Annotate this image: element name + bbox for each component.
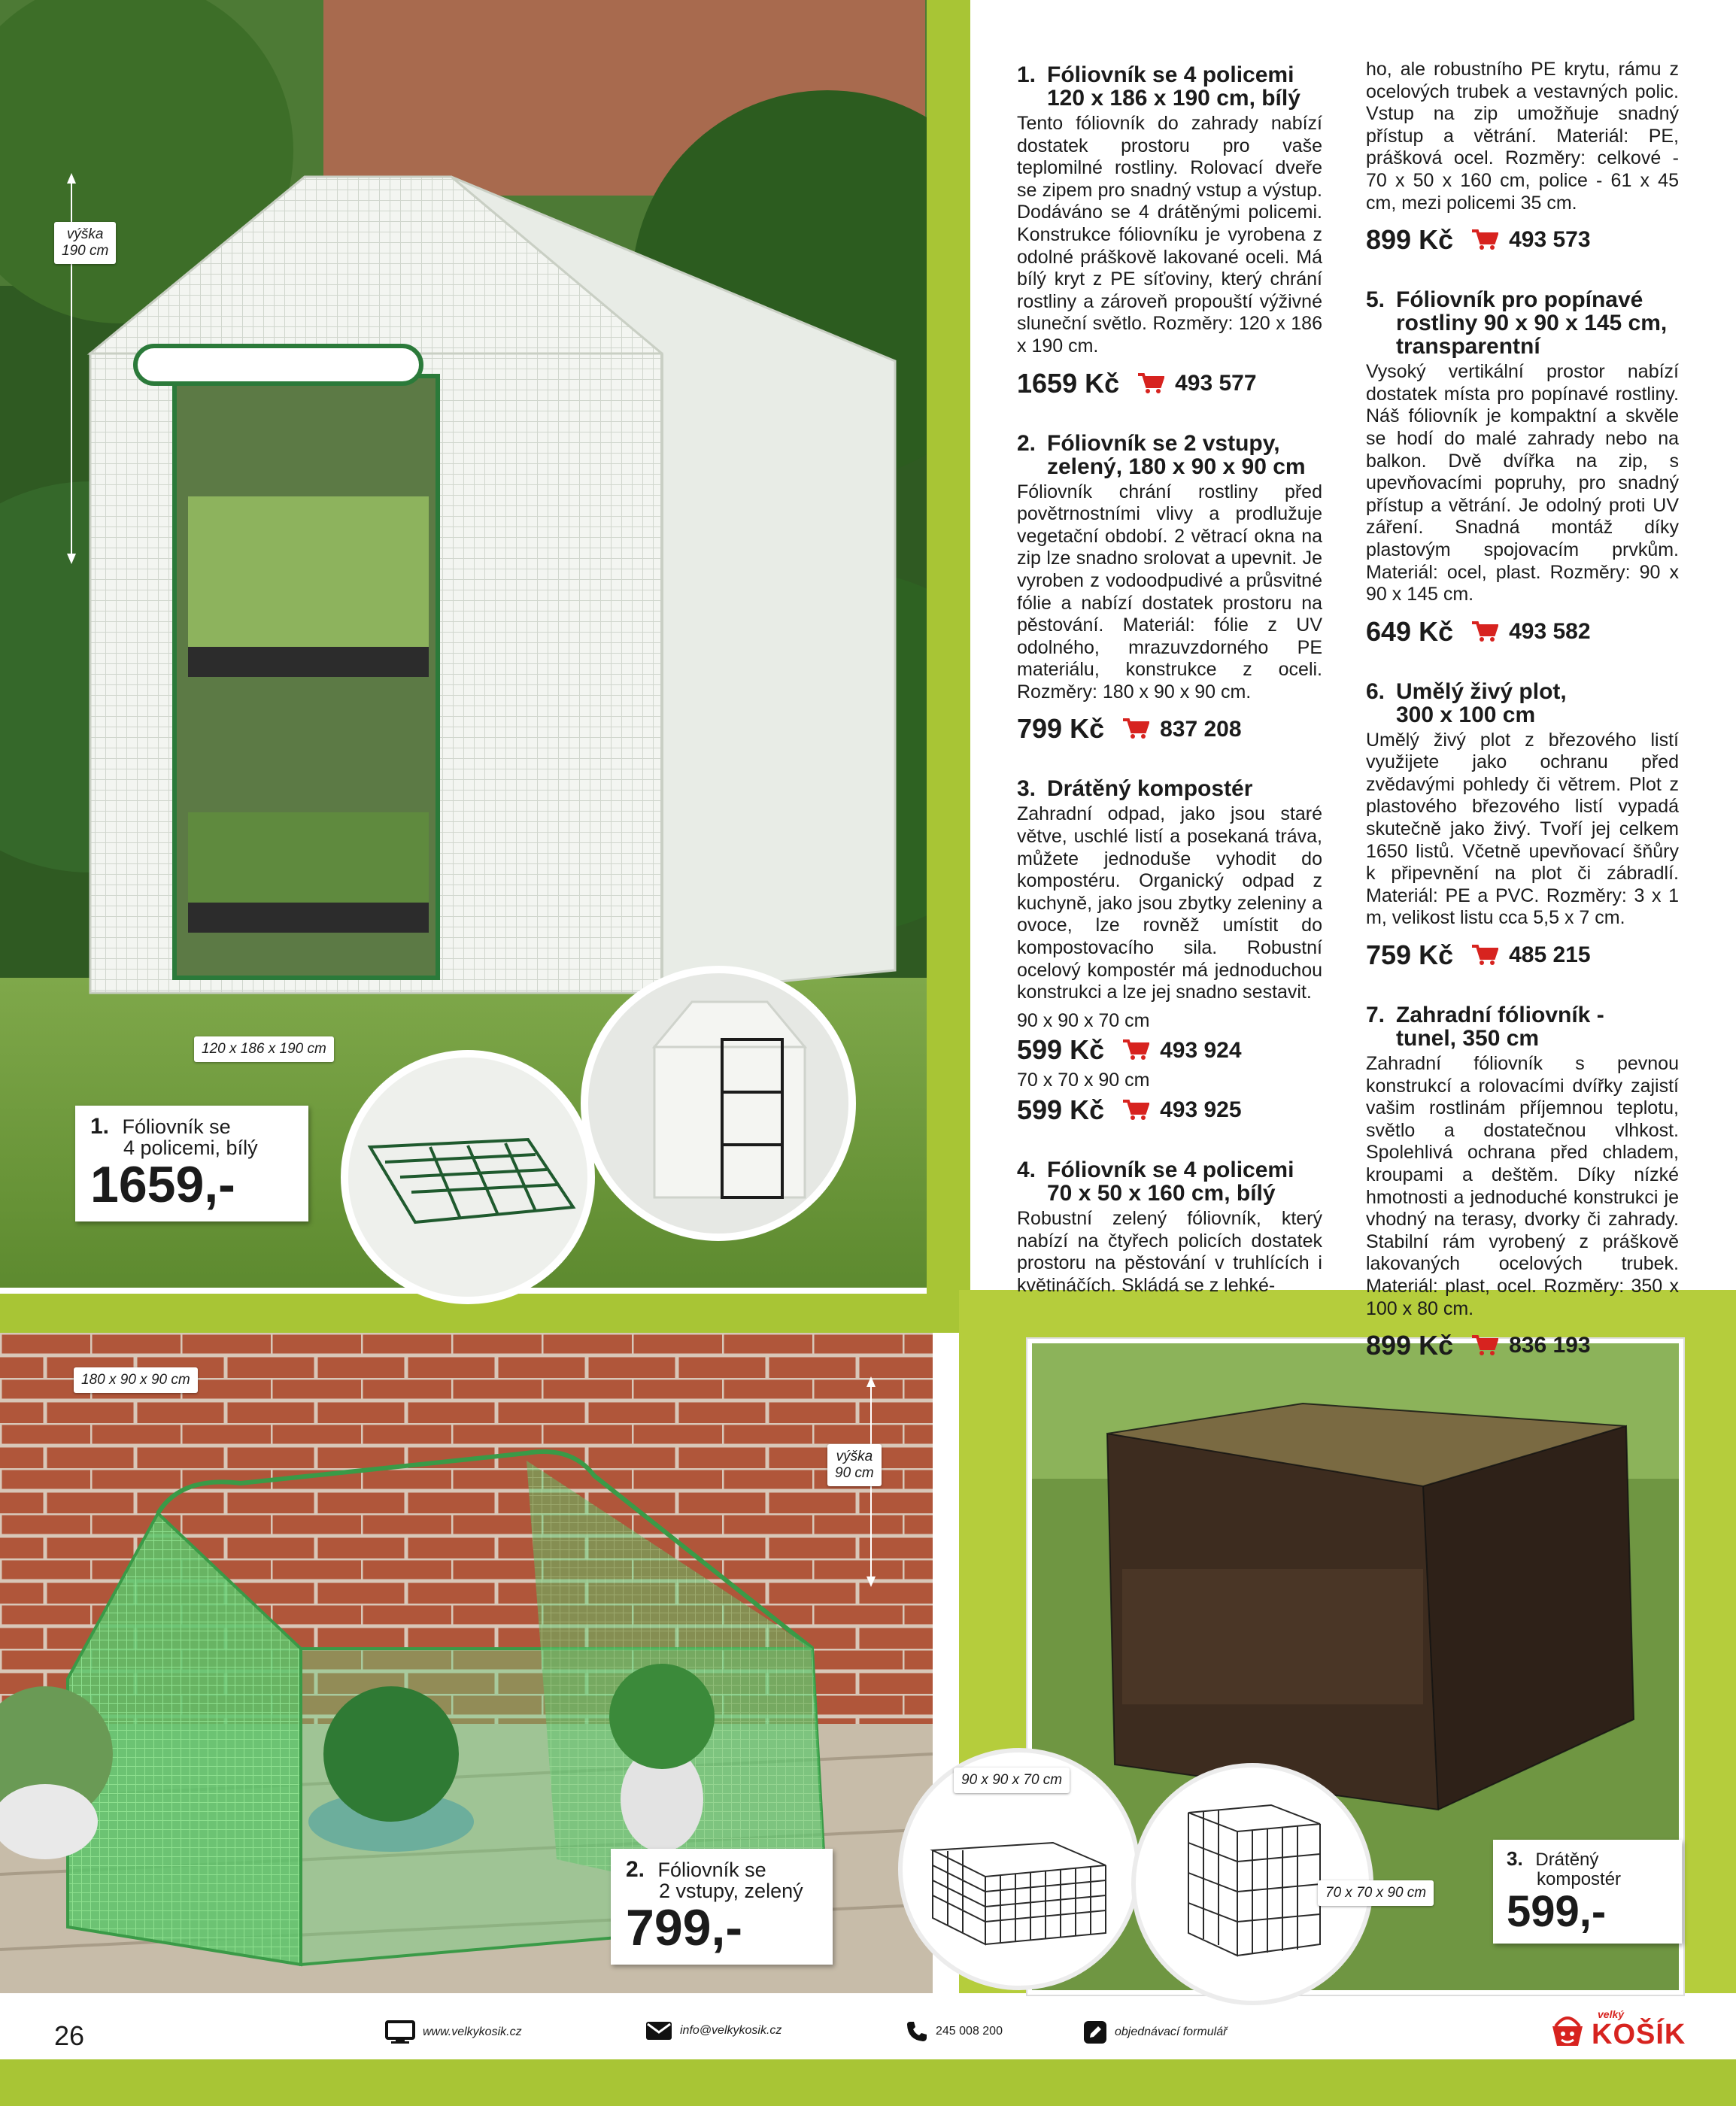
- price-tag-price: 599,-: [1507, 1887, 1607, 1936]
- footer-order-form[interactable]: [1083, 2020, 1227, 2044]
- price-row: [1366, 940, 1679, 970]
- product-entry-2: [1017, 432, 1322, 745]
- cart-icon[interactable]: [1471, 1335, 1498, 1356]
- product-price: 899 Kč: [1366, 224, 1454, 256]
- product-number: 6.: [1366, 678, 1385, 704]
- price-row: [1017, 1095, 1322, 1125]
- height-label-value: 90 cm: [835, 1465, 874, 1481]
- price-row: [1366, 225, 1679, 255]
- product-description: ho, ale robustního PE krytu, rámu z ocelových trubek a vestavných polic. Vstup na zip umožňuje snadný přístup a větrání. Materiál: PE, prášková ocel. Rozměry: celkové - 70 x 50 x 160 cm, police - 61 x 45 cm, mezi policemi 35 cm.: [1366, 59, 1679, 214]
- dims-label-2: 180 x 90 x 90 cm: [74, 1367, 198, 1393]
- price-tag-number: 2.: [626, 1857, 645, 1882]
- variant-size: 70 x 70 x 90 cm: [1017, 1070, 1150, 1091]
- product-code: 493 924: [1160, 1037, 1242, 1063]
- product-entry-6: [1366, 680, 1679, 970]
- cart-icon[interactable]: [1137, 373, 1164, 394]
- height-label-word: výška: [836, 1449, 873, 1464]
- footer-website-text: www.velkykosik.cz: [423, 2026, 522, 2038]
- price-row: [1017, 1035, 1322, 1065]
- monitor-icon: [385, 2020, 415, 2044]
- height-label-word: výška: [66, 226, 104, 242]
- product-title-line1: Fóliovník se 4 policemi: [1047, 1158, 1294, 1182]
- product-number: 1.: [1017, 62, 1036, 87]
- price-tag-price: 1659,-: [90, 1156, 235, 1213]
- product-description: Zahradní odpad, jako jsou staré větve, uschlé listí a posekaná tráva, můžete jednoduše vyhodit do kompostéru. Organický odpad z kuchyně, jako jsou zbytky zeleniny a ovoce, lze rovněž umístit do kompostovacího sila. Robustní ocelový kompostér má jednoduchou konstrukci a lze jej snadno sestavit.: [1017, 803, 1322, 1003]
- product-price: 599 Kč: [1017, 1034, 1105, 1066]
- product-price: 799 Kč: [1017, 713, 1105, 745]
- product-title-line2: rostliny 90 x 90 x 145 cm, transparentní: [1396, 311, 1668, 360]
- product-description: Vysoký vertikální prostor nabízí dostatek místa pro popínavé rostliny. Náš fóliovník je kompaktní a skvěle se hodí do malé zahrady nebo na balkon. Dvě dvířka na zip, s upevňovacími popruhy, pro snadný přístup a větrání. Je odolný proti UV záření. Snadná montáž díky plastovým spojovacím prvkům. Materiál: ocel, plast. Rozměry: 90 x 90 x 145 cm.: [1366, 361, 1679, 605]
- price-tag-name-line1: Fóliovník se: [122, 1115, 231, 1138]
- price-row: [1366, 1331, 1679, 1361]
- price-row: [1017, 369, 1322, 399]
- product-code: 493 577: [1175, 370, 1257, 396]
- dims-label-1: 120 x 186 x 190 cm: [194, 1036, 334, 1062]
- variant-size: 90 x 90 x 70 cm: [1017, 1009, 1150, 1031]
- product-title-line1: Fóliovník pro popínavé: [1396, 287, 1643, 313]
- price-tag-number: 3.: [1507, 1847, 1523, 1870]
- envelope-icon: [645, 2020, 672, 2041]
- footer-phone-text: 245 008 200: [936, 2025, 1003, 2038]
- product-title-line2: 300 x 100 cm: [1396, 702, 1536, 727]
- product-price: 649 Kč: [1366, 615, 1454, 647]
- product-title-line2: tunel, 350 cm: [1396, 1026, 1540, 1051]
- price-tag-1: [75, 1106, 308, 1221]
- height-label-value: 190 cm: [62, 243, 109, 259]
- product-entry-5: [1366, 288, 1679, 647]
- product-number: 2.: [1017, 430, 1036, 456]
- product-title-line1: Drátěný kompostér: [1047, 776, 1253, 802]
- price-tag-name-line2: 4 policemi, bílý: [123, 1136, 258, 1159]
- product-entry-3: [1017, 777, 1322, 1125]
- product-price: 1659 Kč: [1017, 367, 1120, 399]
- height-label-1: [54, 222, 116, 264]
- product-title: [1366, 1003, 1679, 1050]
- product-title: [1017, 1158, 1322, 1205]
- product-title-line1: Umělý živý plot,: [1396, 678, 1567, 704]
- product-description: Zahradní fóliovník s pevnou konstrukcí a rolovacími dvířky zajistí vašim rostlinám příjemnou teplotu, světlo a dostatečnou vlhkost. Spolehlivá ochrana před chladem, kroupami a deštěm. Díky nízké hmotnosti a jednoduché konstrukci je vhodný na terasy, dvorky či zahrady. Stabilní rám vyrobený z práškově lakovaných ocelových trubek. Materiál: plast, ocel. Rozměry: 350 x 100 x 80 cm.: [1366, 1053, 1679, 1319]
- price-tag-3: [1493, 1840, 1682, 1944]
- footer-phone[interactable]: [906, 2020, 1003, 2043]
- dims-label-3a: 90 x 90 x 70 cm: [954, 1768, 1070, 1793]
- product-title-line2: 120 x 186 x 190 cm, bílý: [1047, 86, 1300, 111]
- height-label-2: [827, 1444, 882, 1486]
- green-divider-vertical: [927, 0, 970, 1294]
- product-description: Tento fóliovník do zahrady nabízí dostatek prostoru pro vaše teplomilné rostliny. Rolovací dveře se zipem pro snadný vstup a výstup. Dodáváno se 4 drátěnými policemi. Konstrukce fóliovníku je vyrobena z odolné práškově lakované oceli. Má bílý kryt z PE síťoviny, který chrání rostliny a zároveň propouští výživné sluneční světlo. Rozměry: 120 x 186 x 190 cm.: [1017, 113, 1322, 357]
- product-number: 4.: [1017, 1158, 1036, 1182]
- product-description: Robustní zelený fóliovník, který nabízí na čtyřech policích dostatek prostoru na pěstování v truhlících i květináčích. Skládá se z lehké-: [1017, 1208, 1322, 1296]
- product-code: 493 573: [1509, 227, 1591, 253]
- product-price: 899 Kč: [1366, 1330, 1454, 1361]
- product-entry-4-continued: [1366, 59, 1679, 255]
- product-title: [1366, 288, 1679, 358]
- cart-icon[interactable]: [1122, 1100, 1149, 1121]
- product-title: [1017, 432, 1322, 478]
- page-number: 26: [54, 2020, 85, 2051]
- product-title: [1017, 777, 1322, 800]
- price-tag-name-line2: kompostér: [1537, 1869, 1622, 1889]
- price-tag-number: 1.: [90, 1114, 110, 1139]
- product-description: Fóliovník chrání rostliny před povětrnostními vlivy a prodlužuje vegetační období. 2 větrací okna na zip lze snadno srolovat a upevnit. Je vyroben z vodoodpudivé a průsvitné fólie a nabízí dostatek prostoru na pěstování. Materiál: fólie z UV odolného, mrazuvzdorného PE materiálu, konstrukce z oceli. Rozměry: 180 x 90 x 90 cm.: [1017, 481, 1322, 703]
- price-tag-price: 799,-: [626, 1899, 742, 1956]
- detail-circle-greenhouse: [579, 964, 857, 1243]
- price-tag-2: [611, 1849, 833, 1965]
- footer-order-form-text: objednávací formulář: [1115, 2026, 1228, 2038]
- product-price: 599 Kč: [1017, 1094, 1105, 1125]
- edit-form-icon: [1083, 2020, 1107, 2044]
- product-title-line1: Zahradní fóliovník -: [1396, 1003, 1604, 1028]
- green-bottom-strip: [0, 2059, 1736, 2106]
- footer-email-text: info@velkykosik.cz: [680, 2024, 782, 2037]
- product-description: Umělý živý plot z březového listí využijete jako ochranu před zvědavými pohledy či větrem. Plot z plastového březového listí vypadá skutečně jako živý. Tvoří jej celkem 1650 listů. Včetně upevňovací šňůry k připevnění na plot či zábradlí. Materiál: PE a PVC. Rozměry: 3 x 1 m, velikost listu cca 5,5 x 7 cm.: [1366, 729, 1679, 929]
- cart-icon[interactable]: [1122, 1039, 1149, 1061]
- phone-icon: [906, 2020, 928, 2043]
- text-column-2: [1366, 59, 1679, 1394]
- velky-kosik-logo[interactable]: [1548, 2007, 1686, 2055]
- price-tag-name-line2: 2 vstupy, zelený: [659, 1880, 803, 1902]
- product-code: 493 582: [1509, 618, 1591, 644]
- price-row: [1017, 714, 1322, 744]
- product-title-line2: 70 x 50 x 160 cm, bílý: [1047, 1181, 1276, 1206]
- product-code: 493 925: [1160, 1097, 1242, 1123]
- logo-big-text: KOŠÍK: [1592, 2019, 1686, 2050]
- product-code: 836 193: [1509, 1333, 1591, 1358]
- product-code: 837 208: [1160, 716, 1242, 742]
- product-price: 759 Kč: [1366, 939, 1454, 971]
- product-entry-4: [1017, 1158, 1322, 1297]
- product-title-line1: Fóliovník se 2 vstupy,: [1047, 430, 1280, 456]
- footer-website[interactable]: [385, 2020, 522, 2044]
- product-title: [1366, 680, 1679, 727]
- product-code: 485 215: [1509, 942, 1591, 968]
- price-row: [1366, 617, 1679, 647]
- product-entry-1: [1017, 63, 1322, 399]
- cart-icon[interactable]: [1122, 718, 1149, 739]
- price-tag-name-line1: Drátěný: [1535, 1850, 1599, 1870]
- product-number: 5.: [1366, 287, 1385, 313]
- product-title-line2: zelený, 180 x 90 x 90 cm: [1047, 454, 1306, 479]
- product-number: 3.: [1017, 776, 1036, 802]
- footer-email[interactable]: [645, 2020, 782, 2041]
- dims-label-3b: 70 x 70 x 90 cm: [1318, 1880, 1434, 1906]
- text-column-1: [1017, 63, 1322, 1297]
- cart-icon[interactable]: [1471, 229, 1498, 250]
- product-title: [1017, 63, 1322, 110]
- cart-icon[interactable]: [1471, 945, 1498, 966]
- logo-small-text: velký: [1598, 2008, 1625, 2020]
- footer-background: [0, 1993, 1736, 2061]
- cart-icon[interactable]: [1471, 621, 1498, 642]
- product-entry-7: [1366, 1003, 1679, 1361]
- detail-circle-shelf: [340, 1049, 596, 1305]
- product-title-line1: Fóliovník se 4 policemi: [1047, 62, 1294, 87]
- price-tag-name-line1: Fóliovník se: [657, 1859, 766, 1881]
- product-number: 7.: [1366, 1003, 1385, 1028]
